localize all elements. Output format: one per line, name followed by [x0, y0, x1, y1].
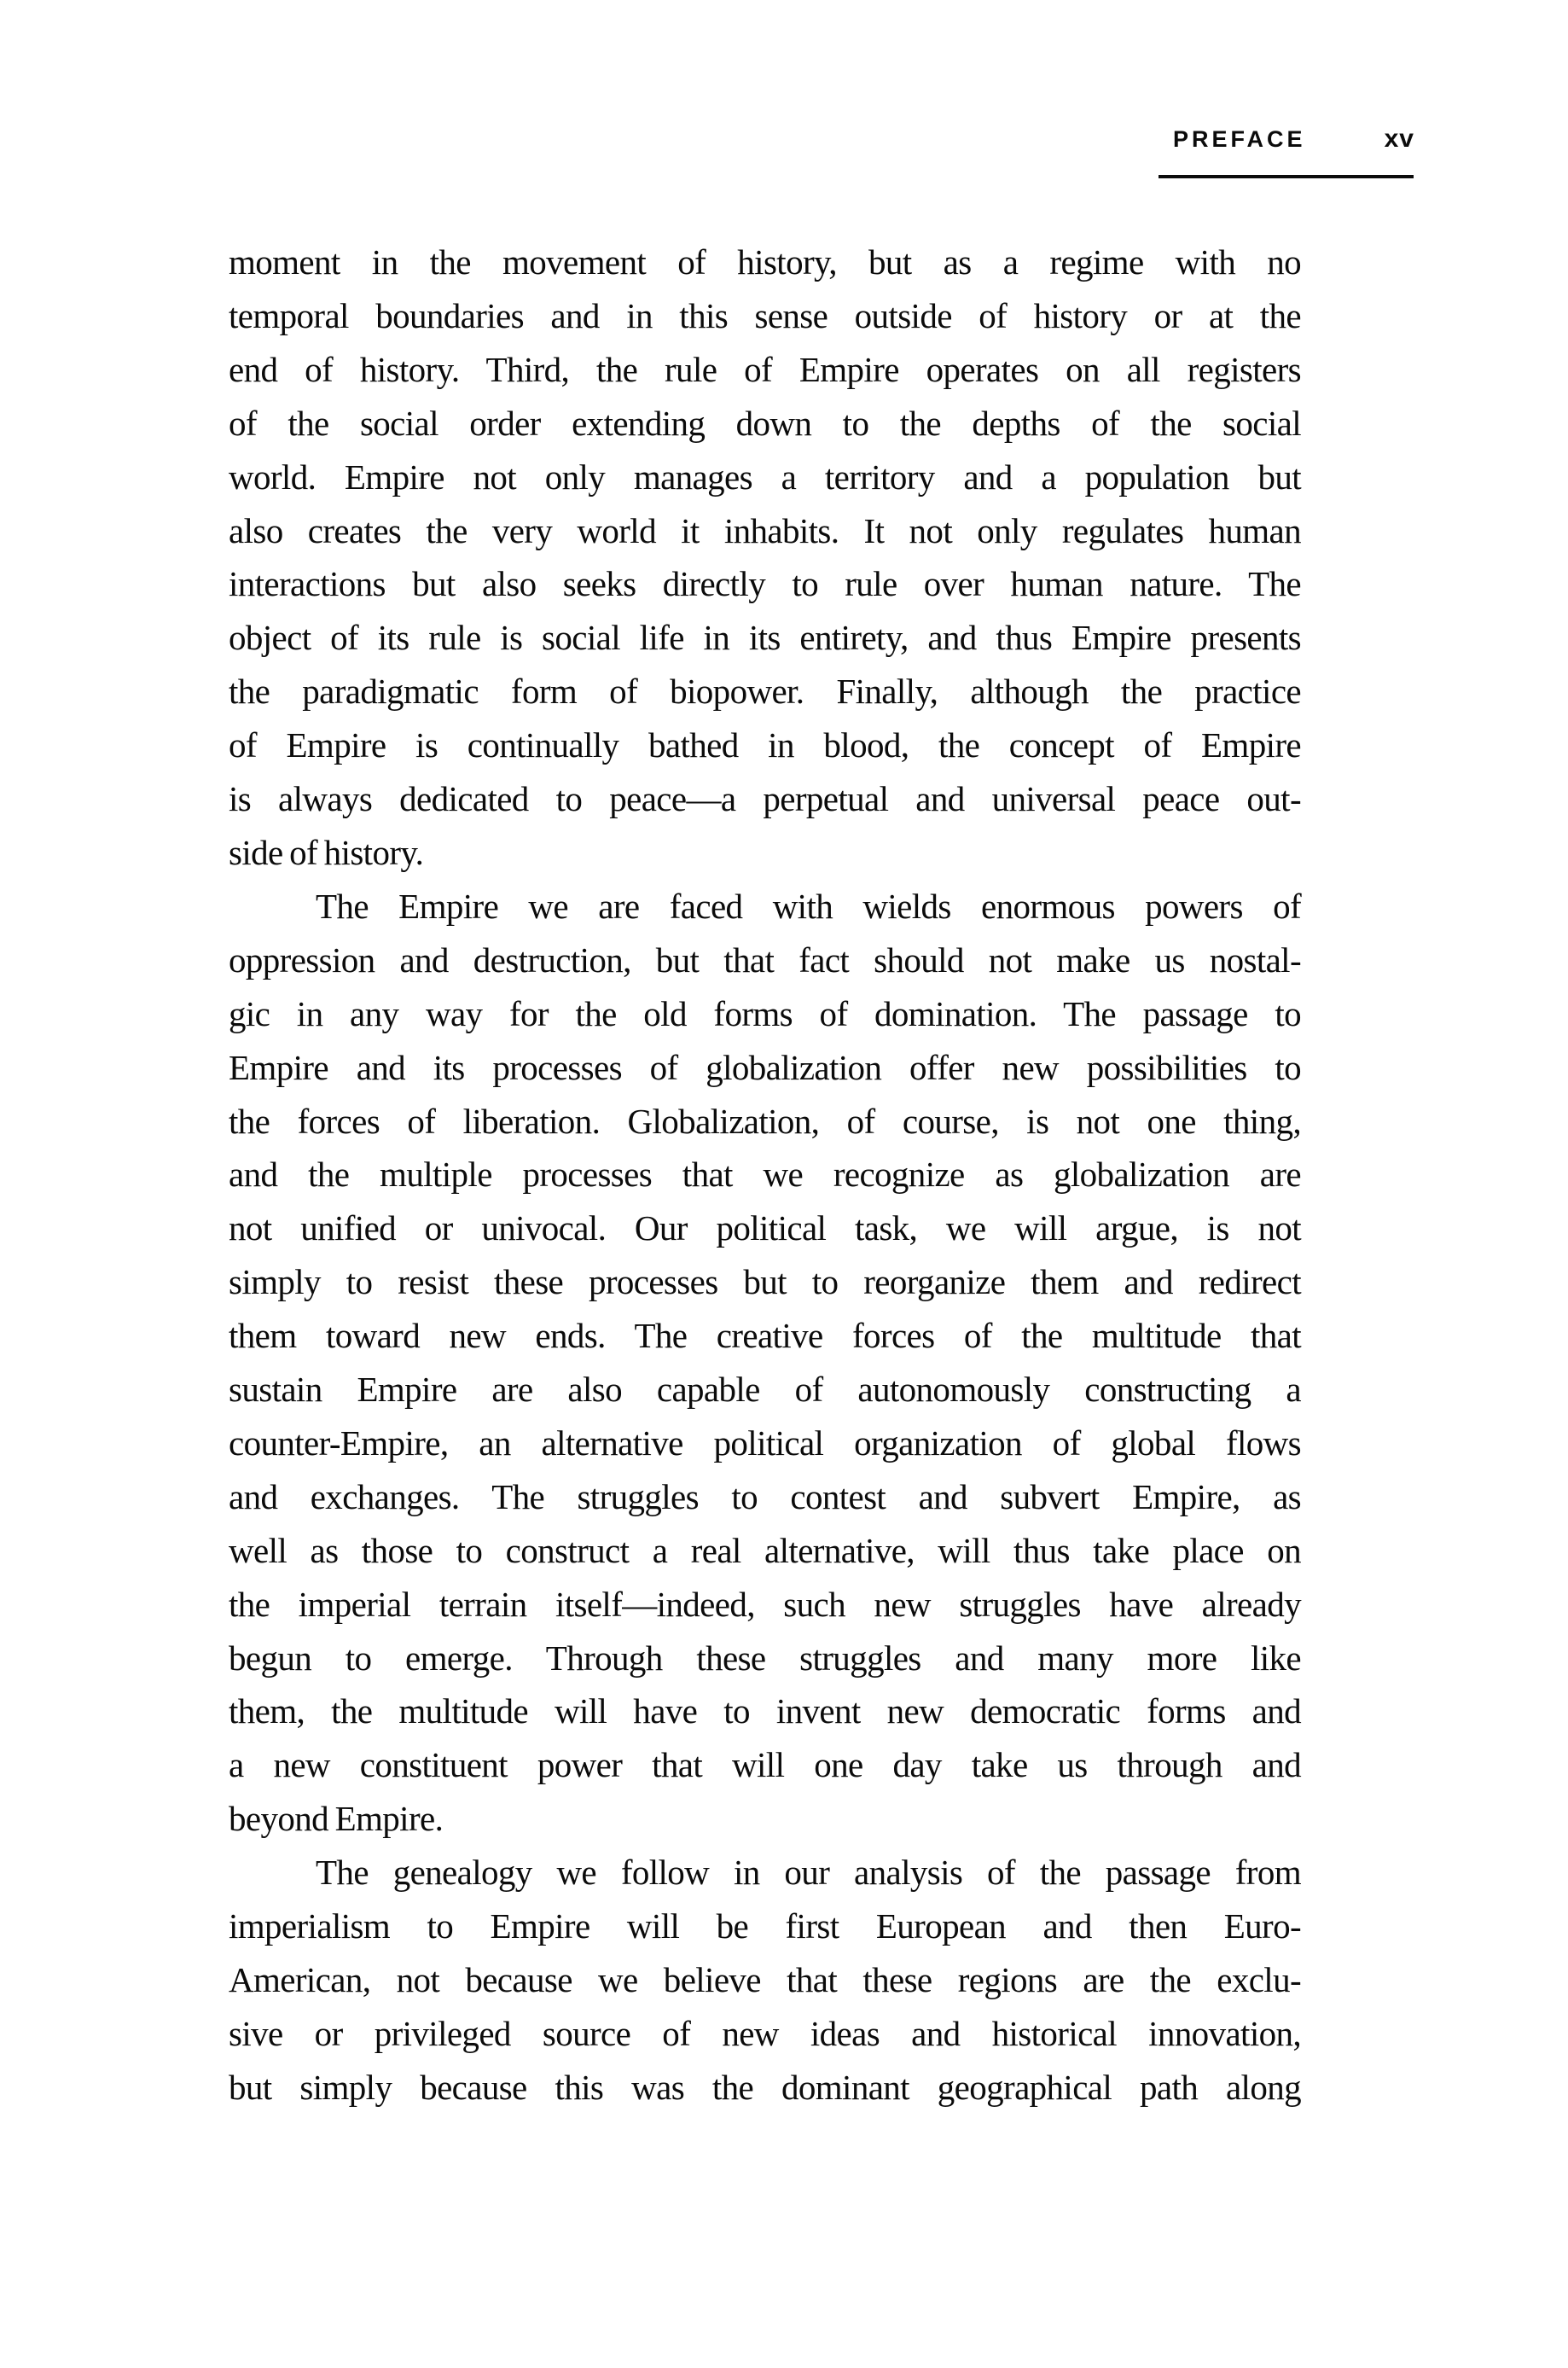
text-line: American, not because we believe that these regions are the exclu-	[229, 1960, 1301, 1999]
text-line: simply to resist these processes but to reorganize them and redirect	[229, 1262, 1301, 1302]
header-rule	[1159, 175, 1414, 178]
text-line: end of history. Third, the rule of Empire operates on all registers	[229, 349, 1301, 389]
text-line: counter-Empire, an alternative political organization of global flows	[229, 1423, 1301, 1463]
text-line: object of its rule is social life in its entirety, and thus Empire presents	[229, 618, 1301, 658]
text-line: sive or privileged source of new ideas and historical innovation,	[229, 2013, 1301, 2053]
text-line: oppression and destruction, but that fact should not make us nostal-	[229, 940, 1301, 980]
text-line: them toward new ends. The creative forces of the multitude that	[229, 1316, 1301, 1356]
text-line: and the multiple processes that we recognize as globalization are	[229, 1155, 1301, 1195]
page-number: xv	[1384, 125, 1414, 153]
text-line: a new constituent power that will one day take us through and	[229, 1745, 1301, 1785]
text-line: the forces of liberation. Globalization, of course, is not one thing,	[229, 1101, 1301, 1141]
text-line: world. Empire not only manages a territory and a population but	[229, 457, 1301, 497]
text-line: beyond Empire.	[229, 1799, 444, 1839]
text-line: Empire and its processes of globalization offer new possibilities to	[229, 1047, 1301, 1087]
text-line: the paradigmatic form of biopower. Finally, although the practice	[229, 672, 1301, 712]
text-line: The Empire we are faced with wields enormous powers of	[316, 886, 1301, 926]
text-line: imperialism to Empire will be first European and then Euro-	[229, 1906, 1301, 1946]
text-line: not unified or univocal. Our political task, we will argue, is not	[229, 1208, 1301, 1248]
text-line: begun to emerge. Through these struggles and many more like	[229, 1638, 1301, 1678]
text-line: but simply because this was the dominant geographical path along	[229, 2067, 1301, 2107]
text-line: interactions but also seeks directly to rule over human nature. The	[229, 564, 1301, 604]
text-line: well as those to construct a real alternative, will thus take place on	[229, 1530, 1301, 1570]
text-line: sustain Empire are also capable of autonomously constructing a	[229, 1370, 1301, 1410]
text-line: also creates the very world it inhabits. It not only regulates human	[229, 510, 1301, 550]
text-line: moment in the movement of history, but as a regime with no	[229, 242, 1301, 282]
text-line: the imperial terrain itself—indeed, such new struggles have already	[229, 1584, 1301, 1624]
text-line: them, the multitude will have to invent new democratic forms and	[229, 1691, 1301, 1731]
running-head-title: PREFACE	[1173, 126, 1306, 152]
text-line: The genealogy we follow in our analysis of the passage from	[316, 1853, 1301, 1893]
text-line: gic in any way for the old forms of domination. The passage to	[229, 993, 1301, 1033]
text-line: of the social order extending down to the depths of the social	[229, 403, 1301, 443]
text-line: of Empire is continually bathed in blood, the concept of Empire	[229, 725, 1301, 765]
text-line: is always dedicated to peace—a perpetual and universal peace out-	[229, 779, 1301, 819]
text-line: temporal boundaries and in this sense outside of history or at the	[229, 295, 1301, 335]
text-line: and exchanges. The struggles to contest and subvert Empire, as	[229, 1476, 1301, 1516]
body-text	[229, 236, 1301, 2115]
text-line: side of history.	[229, 832, 424, 872]
